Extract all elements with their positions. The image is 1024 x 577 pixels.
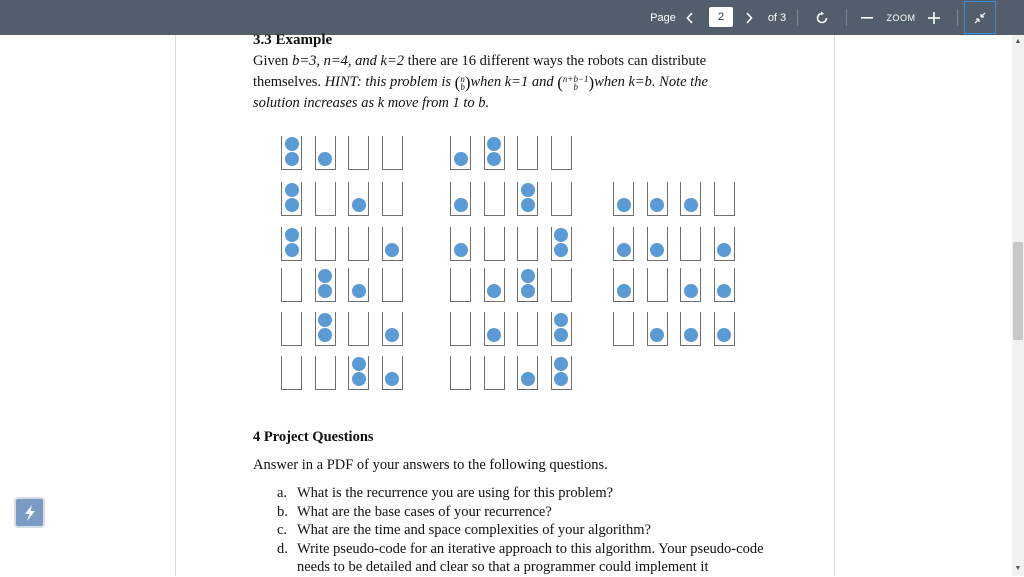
bin xyxy=(714,268,735,302)
bin xyxy=(680,227,701,261)
prev-page-button[interactable] xyxy=(683,0,697,35)
bin xyxy=(613,227,634,261)
question-item xyxy=(277,521,767,540)
toolbar-divider xyxy=(957,9,958,26)
bin xyxy=(281,227,302,261)
zoom-label: ZOOM xyxy=(886,12,916,23)
para-text: b=3, n=4, and k=2 xyxy=(292,53,404,69)
robot-ball xyxy=(385,372,399,386)
bin xyxy=(281,136,302,170)
question-letter: c. xyxy=(277,522,288,539)
scroll-thumb[interactable] xyxy=(1013,242,1023,340)
bin xyxy=(484,356,505,390)
robot-ball xyxy=(521,198,535,212)
bin xyxy=(281,182,302,216)
robot-ball xyxy=(487,152,501,166)
robot-ball xyxy=(454,243,468,257)
bin xyxy=(647,312,668,346)
para-text: when k=b. Note the xyxy=(594,74,708,90)
bin xyxy=(315,356,336,390)
robot-ball xyxy=(318,269,332,283)
collapse-button[interactable] xyxy=(964,1,996,34)
pdf-toolbar xyxy=(0,0,1024,35)
bin xyxy=(517,268,538,302)
bin xyxy=(551,312,572,346)
binomial-close-paren: ) xyxy=(464,73,471,93)
question-list xyxy=(277,484,767,577)
viewer-left-margin xyxy=(0,35,175,576)
para-text: when k=1 and xyxy=(470,74,558,90)
bin xyxy=(517,136,538,170)
rotate-icon xyxy=(815,11,829,25)
section-title: 3.3 Example xyxy=(253,32,333,48)
robot-ball xyxy=(285,243,299,257)
bin xyxy=(551,356,572,390)
question-text: What is the recurrence you are using for this problem? xyxy=(297,485,614,501)
question-text: Write pseudo-code for an iterative approach to this algorithm. Your pseudo-code needs to be detailed and clear so that a programmer could implement it xyxy=(297,540,764,576)
bin xyxy=(551,227,572,261)
bin xyxy=(348,312,369,346)
bin xyxy=(714,312,735,346)
bin xyxy=(382,356,403,390)
bin xyxy=(382,227,403,261)
bin xyxy=(348,356,369,390)
bin xyxy=(613,182,634,216)
robot-ball xyxy=(617,198,631,212)
toolbar-divider xyxy=(846,9,847,26)
bin xyxy=(613,268,634,302)
binomial-close-paren: ) xyxy=(588,73,595,93)
robot-ball xyxy=(554,328,568,342)
robot-ball xyxy=(285,183,299,197)
bin xyxy=(348,136,369,170)
para-text: solution increases as k move from 1 to b. xyxy=(253,95,490,112)
bin xyxy=(315,268,336,302)
chevron-left-icon xyxy=(686,12,694,24)
binom-bottom: b xyxy=(460,81,465,92)
bin xyxy=(281,268,302,302)
robot-ball xyxy=(554,372,568,386)
robot-ball xyxy=(285,198,299,212)
bin xyxy=(517,356,538,390)
bin xyxy=(315,312,336,346)
robot-ball xyxy=(617,243,631,257)
bin xyxy=(484,312,505,346)
robot-ball xyxy=(385,243,399,257)
binom-top: n+b−1 xyxy=(562,73,589,84)
bin xyxy=(450,182,471,216)
robot-ball xyxy=(521,269,535,283)
robot-ball xyxy=(352,284,366,298)
page-count: of 3 xyxy=(767,11,787,24)
para-text: there are 16 different ways the robots can distribute xyxy=(403,53,707,69)
bin xyxy=(484,227,505,261)
chevron-right-icon xyxy=(745,12,753,24)
robot-ball xyxy=(487,284,501,298)
question-item xyxy=(277,484,767,503)
toolbar-divider xyxy=(797,9,798,26)
robot-ball xyxy=(554,313,568,327)
bin xyxy=(382,312,403,346)
robot-ball xyxy=(318,152,332,166)
robot-ball xyxy=(684,198,698,212)
bin xyxy=(484,182,505,216)
bin xyxy=(551,136,572,170)
robot-ball xyxy=(650,198,664,212)
bin xyxy=(714,182,735,216)
robot-ball xyxy=(717,243,731,257)
answer-intro: Answer in a PDF of your answers to the following questions. xyxy=(253,457,608,473)
bin xyxy=(647,182,668,216)
robot-ball xyxy=(554,228,568,242)
rotate-button[interactable] xyxy=(811,0,833,35)
robot-ball xyxy=(521,372,535,386)
robot-ball xyxy=(717,328,731,342)
bin xyxy=(714,227,735,261)
viewer-right-margin xyxy=(836,35,1012,576)
lightning-icon xyxy=(23,505,37,521)
robot-ball xyxy=(554,357,568,371)
bin xyxy=(315,182,336,216)
question-letter: a. xyxy=(277,485,288,501)
question-text: What are the time and space complexities of your algorithm? xyxy=(297,522,651,539)
robot-ball xyxy=(650,243,664,257)
bin xyxy=(450,312,471,346)
robot-ball xyxy=(521,284,535,298)
bin xyxy=(315,136,336,170)
question-item xyxy=(277,503,767,522)
bin xyxy=(647,227,668,261)
page-number-input[interactable] xyxy=(709,7,733,27)
robot-ball xyxy=(318,313,332,327)
robot-ball xyxy=(454,152,468,166)
bin xyxy=(348,268,369,302)
bin xyxy=(517,227,538,261)
zoom-in-button[interactable] xyxy=(924,0,944,35)
bin xyxy=(281,312,302,346)
bin xyxy=(517,182,538,216)
binom-bottom: b xyxy=(573,81,578,92)
robot-ball xyxy=(554,243,568,257)
bin xyxy=(680,268,701,302)
robot-ball xyxy=(285,152,299,166)
robot-ball xyxy=(285,137,299,151)
next-page-button[interactable] xyxy=(742,0,756,35)
binomial-open-paren: ( xyxy=(454,73,461,93)
bin xyxy=(450,356,471,390)
robot-ball xyxy=(617,284,631,298)
bin xyxy=(551,182,572,216)
bin xyxy=(382,182,403,216)
collapse-icon xyxy=(974,12,986,24)
robot-ball xyxy=(684,284,698,298)
bin xyxy=(382,268,403,302)
robot-ball xyxy=(352,357,366,371)
para-text: Given xyxy=(253,53,293,69)
robot-ball xyxy=(318,328,332,342)
robot-ball xyxy=(454,198,468,212)
scroll-up-arrow-icon[interactable]: ▲ xyxy=(1014,37,1022,45)
binomial-open-paren: ( xyxy=(557,73,563,93)
robot-ball xyxy=(684,328,698,342)
floating-tool-button[interactable] xyxy=(14,497,45,528)
para-text: HINT: this problem is xyxy=(324,74,455,90)
robot-ball xyxy=(487,328,501,342)
robot-ball xyxy=(650,328,664,342)
page-label: Page xyxy=(650,11,676,24)
bin xyxy=(382,136,403,170)
project-questions-heading: 4 Project Questions xyxy=(253,429,374,445)
bin xyxy=(484,268,505,302)
bin xyxy=(647,268,668,302)
robot-ball xyxy=(521,183,535,197)
robot-ball xyxy=(352,372,366,386)
bin xyxy=(613,312,634,346)
plus-icon xyxy=(928,12,940,24)
example-paragraph xyxy=(253,51,759,114)
bin xyxy=(680,312,701,346)
question-item xyxy=(277,540,767,577)
scroll-down-arrow-icon[interactable]: ▼ xyxy=(1014,564,1022,572)
robot-ball xyxy=(487,137,501,151)
bin xyxy=(450,136,471,170)
question-letter: b. xyxy=(277,503,288,520)
robot-ball xyxy=(717,284,731,298)
robot-ball xyxy=(285,228,299,242)
question-letter: d. xyxy=(277,540,288,557)
binomial-nb1-b xyxy=(563,75,589,91)
question-text: What are the base cases of your recurrence? xyxy=(297,503,552,520)
bin xyxy=(315,227,336,261)
bin xyxy=(450,268,471,302)
robot-ball xyxy=(385,328,399,342)
minus-icon xyxy=(861,17,873,19)
bin xyxy=(551,268,572,302)
bin xyxy=(484,136,505,170)
robot-ball xyxy=(352,198,366,212)
bin xyxy=(450,227,471,261)
bin xyxy=(517,312,538,346)
binom-top: n xyxy=(460,73,465,84)
bin xyxy=(680,182,701,216)
robot-ball xyxy=(318,284,332,298)
bin xyxy=(348,227,369,261)
para-text: themselves. xyxy=(253,74,325,90)
bin xyxy=(348,182,369,216)
zoom-out-button[interactable] xyxy=(858,0,876,35)
bin xyxy=(281,356,302,390)
